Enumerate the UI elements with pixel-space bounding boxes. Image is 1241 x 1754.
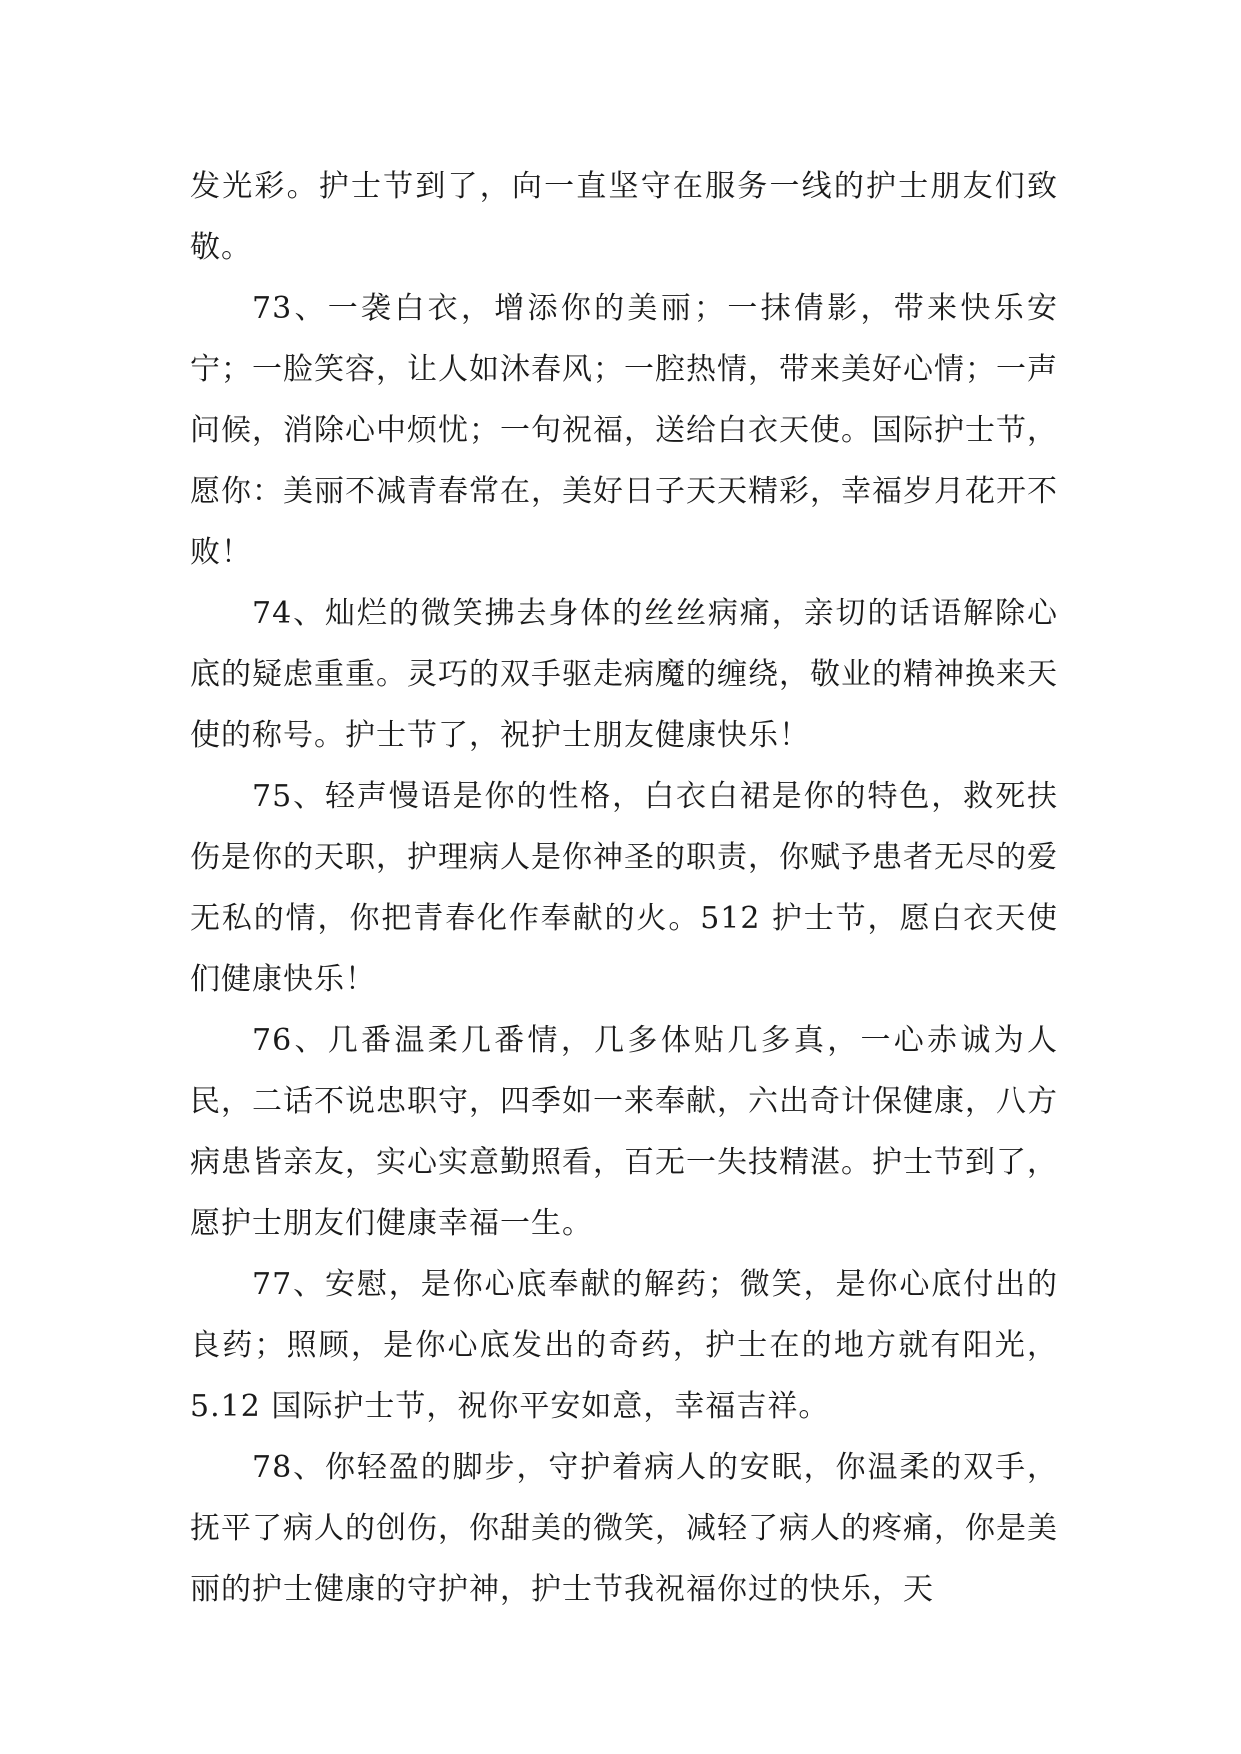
paragraph-76: 76、几番温柔几番情，几多体贴几多真，一心赤诚为人民，二话不说忠职守，四季如一来奉献，六出奇计保健康，八方病患皆亲友，实心实意勤照看，百无一失技精湛。护士节到了，愿护士朋友们健康幸福一生。 (190, 1023, 1058, 1241)
paragraph-78: 78、你轻盈的脚步，守护着病人的安眠，你温柔的双手，抚平了病人的创伤，你甜美的微笑，减轻了病人的疼痛，你是美丽的护士健康的守护神，护士节我祝福你过的快乐，天 (190, 1450, 1058, 1607)
paragraph-73: 73、一袭白衣，增添你的美丽；一抹倩影，带来快乐安宁；一脸笑容，让人如沐春风；一腔热情，带来美好心情；一声问候，消除心中烦忧；一句祝福，送给白衣天使。国际护士节，愿你：美丽不减青春常在，美好日子天天精彩，幸福岁月花开不败！ (190, 291, 1058, 570)
paragraph-75: 75、轻声慢语是你的性格，白衣白裙是你的特色，救死扶伤是你的天职，护理病人是你神圣的职责，你赋予患者无尽的爱无私的情，你把青春化作奉献的火。512 护士节，愿白衣天使们健康快乐！ (190, 779, 1058, 997)
paragraph-continuation: 发光彩。护士节到了，向一直坚守在服务一线的护士朋友们致敬。 (190, 169, 1058, 265)
paragraph-77: 77、安慰，是你心底奉献的解药；微笑，是你心底付出的良药；照顾，是你心底发出的奇药，护士在的地方就有阳光，5.12 国际护士节，祝你平安如意，幸福吉祥。 (190, 1267, 1058, 1424)
paragraph-74: 74、灿烂的微笑拂去身体的丝丝病痛，亲切的话语解除心底的疑虑重重。灵巧的双手驱走病魔的缠绕，敬业的精神换来天使的称号。护士节了，祝护士朋友健康快乐！ (190, 596, 1058, 753)
document-body (190, 156, 1058, 1620)
